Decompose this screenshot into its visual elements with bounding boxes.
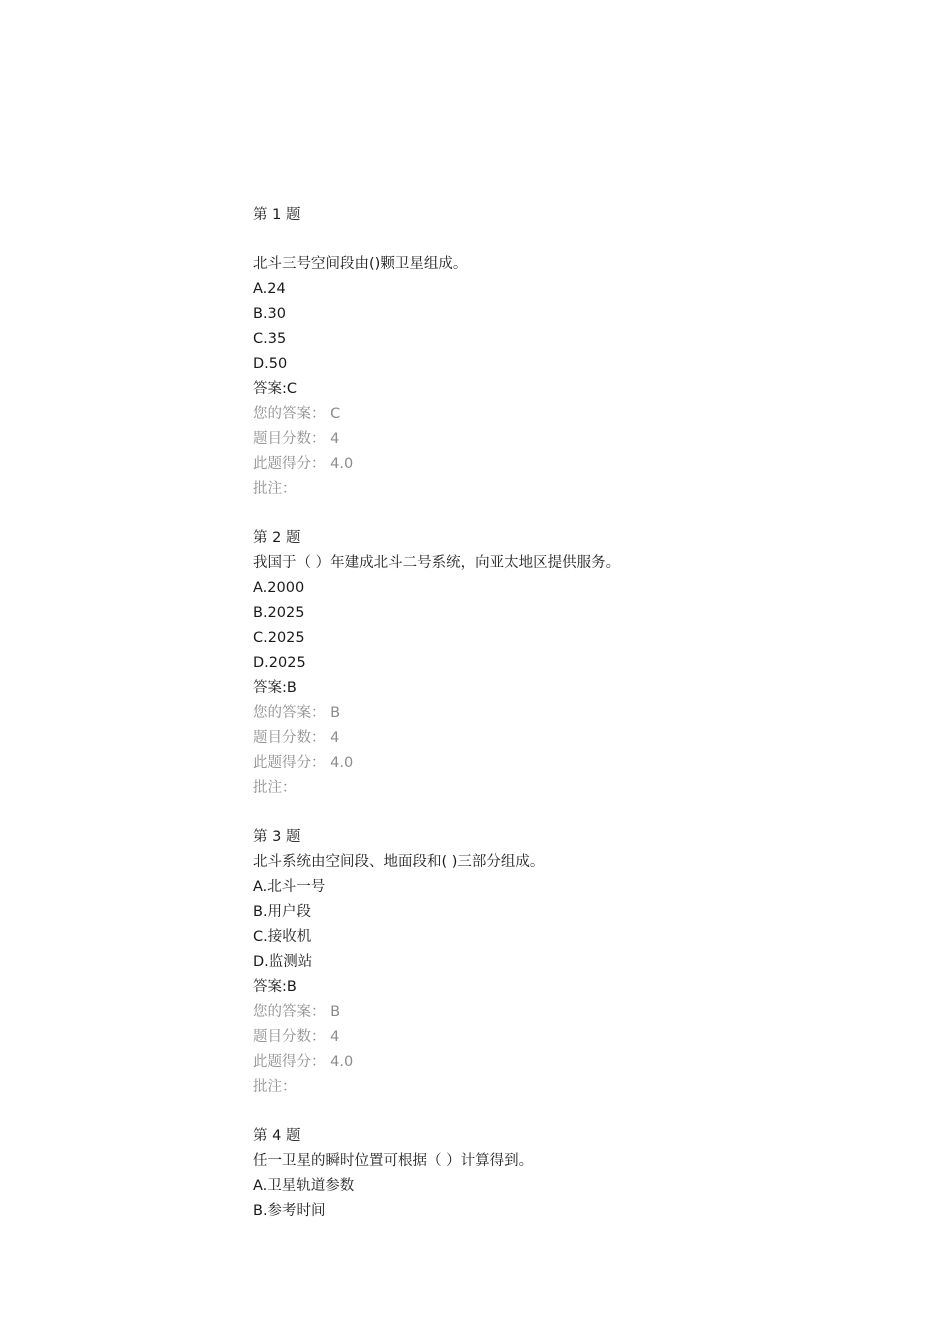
option-d: D.50 — [253, 356, 288, 372]
question-number: 第 3 题 — [253, 829, 301, 845]
your-answer: 您的答案： B — [253, 705, 341, 721]
question-4 — [253, 1124, 893, 1224]
option-b: B.2025 — [253, 605, 305, 621]
option-d: D.2025 — [253, 655, 306, 671]
option-a: A.卫星轨道参数 — [253, 1178, 355, 1194]
question-2 — [253, 526, 893, 801]
comment-label: 批注： — [253, 1079, 297, 1095]
option-c: C.2025 — [253, 630, 305, 646]
correct-answer: 答案:B — [253, 979, 297, 995]
question-1 — [253, 203, 893, 502]
option-a: A.24 — [253, 281, 286, 297]
earned-score: 此题得分： 4.0 — [253, 755, 354, 771]
your-answer: 您的答案： C — [253, 406, 341, 422]
document-page — [253, 203, 893, 1224]
question-score: 题目分数： 4 — [253, 1029, 340, 1045]
question-number: 第 1 题 — [253, 207, 301, 223]
correct-answer: 答案:C — [253, 381, 298, 397]
question-stem: 北斗系统由空间段、地面段和( )三部分组成。 — [253, 854, 545, 870]
correct-answer: 答案:B — [253, 680, 297, 696]
your-answer: 您的答案： B — [253, 1004, 341, 1020]
option-b: B.用户段 — [253, 904, 312, 920]
question-number: 第 2 题 — [253, 530, 301, 546]
question-score: 题目分数： 4 — [253, 730, 340, 746]
question-stem: 我国于（ ）年建成北斗二号系统，向亚太地区提供服务。 — [253, 555, 621, 571]
question-stem: 北斗三号空间段由()颗卫星组成。 — [253, 256, 468, 272]
option-c: C.接收机 — [253, 929, 312, 945]
option-a: A.北斗一号 — [253, 879, 326, 895]
option-a: A.2000 — [253, 580, 305, 596]
question-number: 第 4 题 — [253, 1128, 301, 1144]
question-score: 题目分数： 4 — [253, 431, 340, 447]
question-stem: 任一卫星的瞬时位置可根据（ ）计算得到。 — [253, 1153, 534, 1169]
option-d: D.监测站 — [253, 954, 313, 970]
question-3 — [253, 825, 893, 1100]
comment-label: 批注： — [253, 780, 297, 796]
comment-label: 批注： — [253, 481, 297, 497]
earned-score: 此题得分： 4.0 — [253, 1054, 354, 1070]
option-b: B.30 — [253, 306, 287, 322]
earned-score: 此题得分： 4.0 — [253, 456, 354, 472]
option-b: B.参考时间 — [253, 1203, 326, 1219]
option-c: C.35 — [253, 331, 287, 347]
